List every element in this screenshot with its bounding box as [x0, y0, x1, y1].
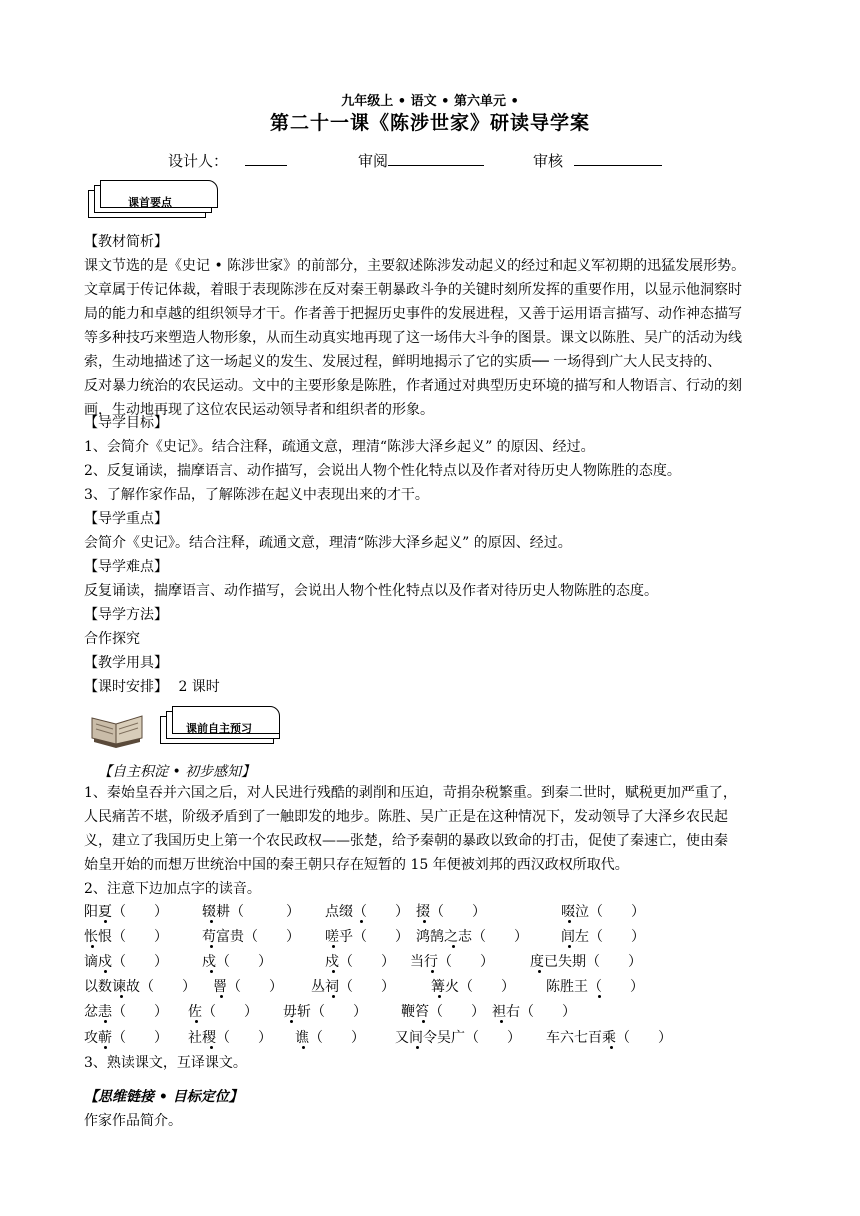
pron-item: 佐（ ） [188, 1004, 258, 1020]
pron-item: 鞭笞（ ） [401, 1004, 485, 1020]
pron-item: 戍（ ） [202, 954, 272, 970]
lesson-title: 第二十一课《陈涉世家》研读导学案 [269, 112, 590, 134]
course-subtitle: 九年级上 • 语文 • 第六单元 • [341, 94, 519, 109]
pron-item: 社稷（ ） [188, 1030, 272, 1046]
pron-item: 袒右（ ） [492, 1004, 576, 1020]
analysis-line: 等多种技巧来塑造人物形象，从而生动真实地再现了这一场伟大斗争的图景。课文以陈胜、吴广的活动为线 [84, 330, 742, 346]
analysis-heading: 【教材简析】 [84, 234, 168, 250]
pron-item: 戍（ ） [325, 954, 395, 970]
check-blank [574, 151, 662, 166]
pron-item: 闾左（ ） [561, 929, 645, 945]
pron-item: 谯（ ） [295, 1030, 365, 1046]
pron-item: 阳夏（ ） [84, 904, 168, 920]
focus-text: 会简介《史记》。结合注释，疏通文意，理清“陈涉大泽乡起义” 的原因、经过。 [84, 535, 572, 551]
pron-item: 当行（ ） [410, 954, 494, 970]
pronunciation-heading: 2、注意下边加点字的读音。 [84, 881, 261, 897]
preview-item-3: 3、熟读课文，互译课文。 [84, 1055, 247, 1071]
thinking-heading: 【思维链接 • 目标定位】 [84, 1089, 243, 1105]
pron-item: 点缀（ ） [325, 904, 409, 920]
designer-label: 设计人： [168, 152, 229, 170]
preview-para-line: 人民痛苦不堪，阶级矛盾到了一触即发的地步。陈胜、吴广正是在这种情况下，发动领导了大泽乡农民起 [84, 809, 728, 825]
schedule-text: 2 课时 [178, 679, 220, 695]
preview-para-line: 义，建立了我国历史上第一个农民政权——张楚，给予秦朝的暴政以致命的打击，促使了秦速亡，使由秦 [84, 833, 728, 849]
thinking-text: 作家作品简介。 [84, 1113, 182, 1129]
analysis-line: 课文节选的是《史记 • 陈涉世家》的前部分，主要叙述陈涉发动起义的经过和起义军初期的迅猛发展形势。 [84, 258, 746, 274]
review-label: 审阅 [358, 152, 389, 170]
check-field [533, 150, 662, 171]
pron-item: 啜泣（ ） [561, 904, 645, 920]
designer-field [168, 150, 287, 171]
analysis-line: 局的能力和卓越的组织领导才干。作者善于把握历史事件的发展进程，又善于运用语言描写、动作神态描写 [84, 306, 742, 322]
objective-item: 2、反复诵读，揣摩语言、动作描写，会说出人物个性化特点以及作者对待历史人物陈胜的态度。 [84, 463, 681, 479]
objective-item: 3、了解作家作品，了解陈涉在起义中表现出来的才干。 [84, 487, 429, 503]
pron-item: 攻蕲（ ） [84, 1030, 168, 1046]
designer-blank [245, 151, 287, 166]
book-icon [88, 708, 146, 748]
pron-item: 以数谏故（ ） [84, 979, 196, 995]
preview-para-line: 始皇开始的而想万世统治中国的秦王朝只存在短暂的 15 年便被刘邦的西汉政权所取代。 [84, 857, 629, 873]
section-label: 课首要点 [128, 196, 172, 209]
analysis-line: 画，生动地再现了这位农民运动领导者和组织者的形象。 [84, 402, 434, 418]
focus-heading: 【导学重点】 [84, 511, 168, 527]
pron-item: 陈胜王（ ） [546, 979, 644, 995]
schedule-heading: 【课时安排】 [84, 679, 168, 695]
pron-item: 篝火（ ） [431, 979, 515, 995]
objectives-heading: 【导学目标】 [84, 415, 168, 431]
check-label: 审核 [533, 152, 564, 170]
analysis-line: 文章属于传记体裁，着眼于表现陈涉在反对秦王朝暴政斗争的关键时刻所发挥的重要作用，以显示他洞察时 [84, 282, 742, 298]
section-label: 课前自主预习 [186, 722, 252, 735]
schedule-row [84, 675, 220, 699]
pron-item: 毋斩（ ） [283, 1004, 367, 1020]
pron-item: 度已失期（ ） [530, 954, 642, 970]
review-blank [388, 151, 484, 166]
tools-heading: 【教学用具】 [84, 655, 168, 671]
pron-item: 丛祠（ ） [311, 979, 395, 995]
pron-item: 谪戍（ ） [84, 954, 168, 970]
pron-item: 怅恨（ ） [84, 929, 168, 945]
method-text: 合作探究 [84, 631, 140, 647]
analysis-line: 反对暴力统治的农民运动。文中的主要形象是陈胜，作者通过对典型历史环境的描写和人物语言、行动的刻 [84, 378, 742, 394]
pron-item: 嗟乎（ ） [325, 929, 409, 945]
pron-item: 忿恚（ ） [84, 1004, 168, 1020]
analysis-line: 索，生动地描述了这一场起义的发生、发展过程，鲜明地揭示了它的实质── 一场得到广大人民支持的、 [84, 354, 722, 370]
difficulty-heading: 【导学难点】 [84, 559, 168, 575]
pron-item: 掇（ ） [416, 904, 486, 920]
pron-item: 车六七百乘（ ） [546, 1030, 672, 1046]
pron-item: 罾（ ） [213, 979, 283, 995]
method-heading: 【导学方法】 [84, 607, 168, 623]
pron-item: 又间令吴广（ ） [395, 1030, 521, 1046]
pron-item: 鸿鹄之志（ ） [416, 929, 528, 945]
objective-item: 1、会简介《史记》。结合注释，疏通文意，理清“陈涉大泽乡起义” 的原因、经过。 [84, 439, 595, 455]
pron-item: 辍耕（ ） [202, 904, 300, 920]
preview-heading: 【自主积淀 • 初步感知】 [98, 764, 256, 780]
preview-para-line: 1、秦始皇吞并六国之后，对人民进行残酷的剥削和压迫，苛捐杂税繁重。到秦二世时，赋税更加严重了， [84, 785, 737, 801]
review-field [358, 150, 484, 171]
difficulty-text: 反复诵读，揣摩语言、动作描写，会说出人物个性化特点以及作者对待历史人物陈胜的态度。 [84, 583, 658, 599]
pron-item: 苟富贵（ ） [202, 929, 300, 945]
